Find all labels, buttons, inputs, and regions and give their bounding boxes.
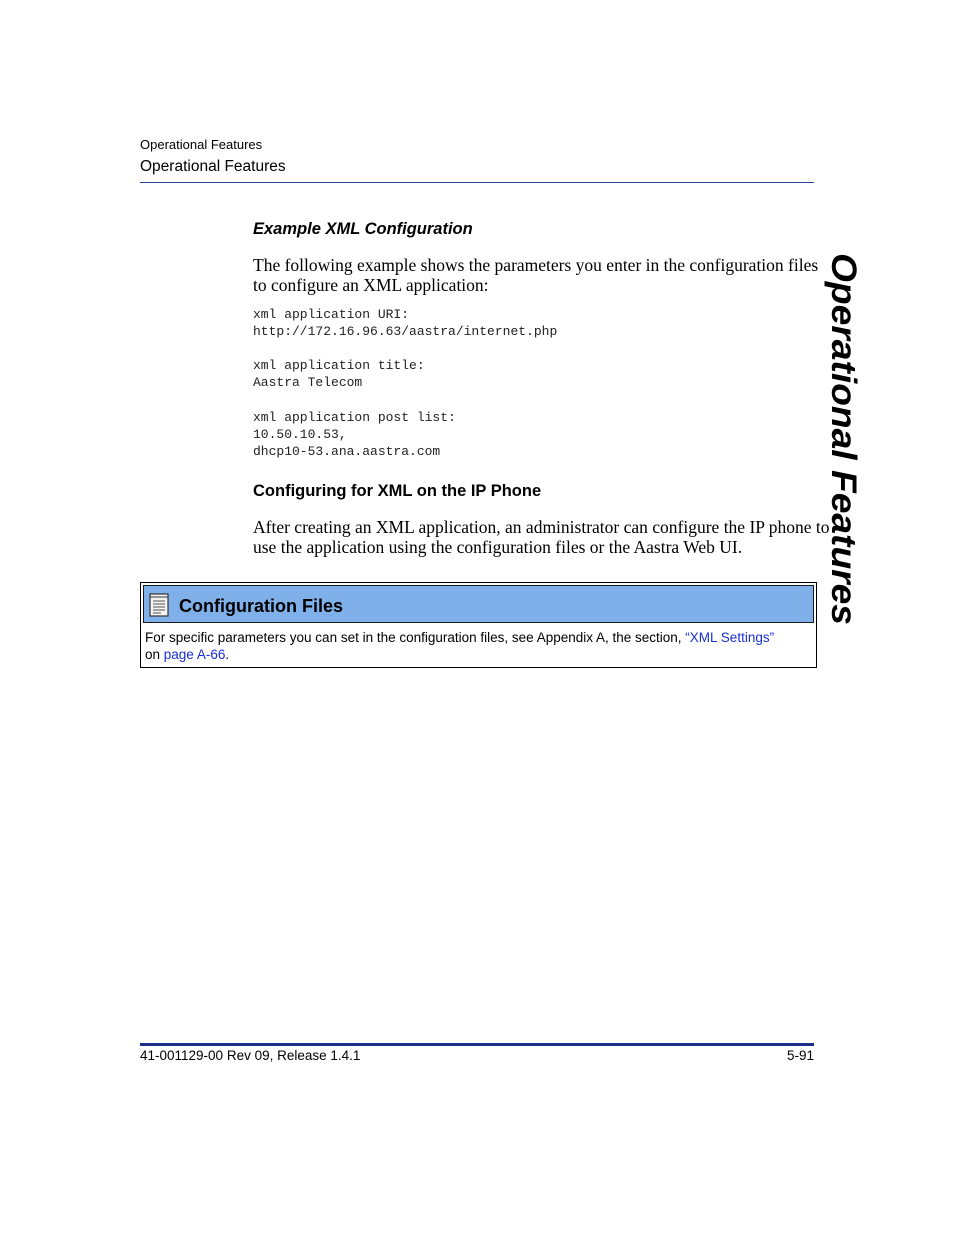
configuring-paragraph-line: use the application using the configuration files or the Aastra Web UI.	[253, 537, 743, 557]
code-line: xml application title:	[253, 358, 425, 374]
running-header-large: Operational Features	[140, 158, 286, 175]
configuration-files-body	[145, 629, 812, 663]
xml-settings-link[interactable]: “XML Settings”	[685, 630, 775, 645]
body-text: For specific parameters you can set in the configuration files, see Appendix A, the section,	[145, 630, 686, 645]
body-text: .	[225, 647, 230, 662]
configuration-files-header	[143, 585, 814, 623]
configuring-paragraph-line: After creating an XML application, an administrator can configure the IP phone to	[253, 517, 830, 537]
document-icon	[149, 593, 169, 617]
configuration-files-box	[140, 582, 817, 668]
example-heading: Example XML Configuration	[253, 220, 473, 238]
code-line	[253, 340, 557, 357]
header-rule	[140, 182, 814, 183]
configuration-files-title: Configuration Files	[179, 596, 343, 616]
configuring-paragraph	[253, 517, 830, 557]
running-header-small: Operational Features	[140, 137, 263, 152]
footer-rule	[140, 1043, 814, 1046]
side-tab-title	[824, 253, 863, 627]
code-line: xml application URI:	[253, 307, 410, 322]
code-line: dhcp10-53.ana.aastra.com	[253, 443, 441, 459]
code-block	[253, 306, 557, 460]
example-paragraph-line: to configure an XML application:	[253, 275, 489, 295]
footer-doc-id: 41-001129-00 Rev 09, Release 1.4.1	[140, 1048, 361, 1063]
configuration-files-line-1	[145, 629, 812, 646]
code-line: http://172.16.96.63/aastra/internet.php	[253, 324, 558, 340]
footer-page-number: 5-91	[786, 1048, 814, 1063]
example-paragraph	[253, 255, 819, 295]
code-line: Aastra Telecom	[253, 375, 363, 391]
example-paragraph-line: The following example shows the parameters you enter in the configuration files	[253, 255, 819, 275]
configuring-heading: Configuring for XML on the IP Phone	[253, 482, 542, 500]
code-line	[253, 391, 557, 408]
configuration-files-line-2	[145, 646, 812, 663]
code-line: 10.50.10.53,	[253, 426, 347, 442]
body-text: on	[145, 647, 164, 662]
page-a66-link[interactable]: page A-66	[163, 647, 226, 662]
code-line: xml application post list:	[253, 409, 456, 425]
side-tab-title-text: Operational Features	[824, 253, 863, 604]
